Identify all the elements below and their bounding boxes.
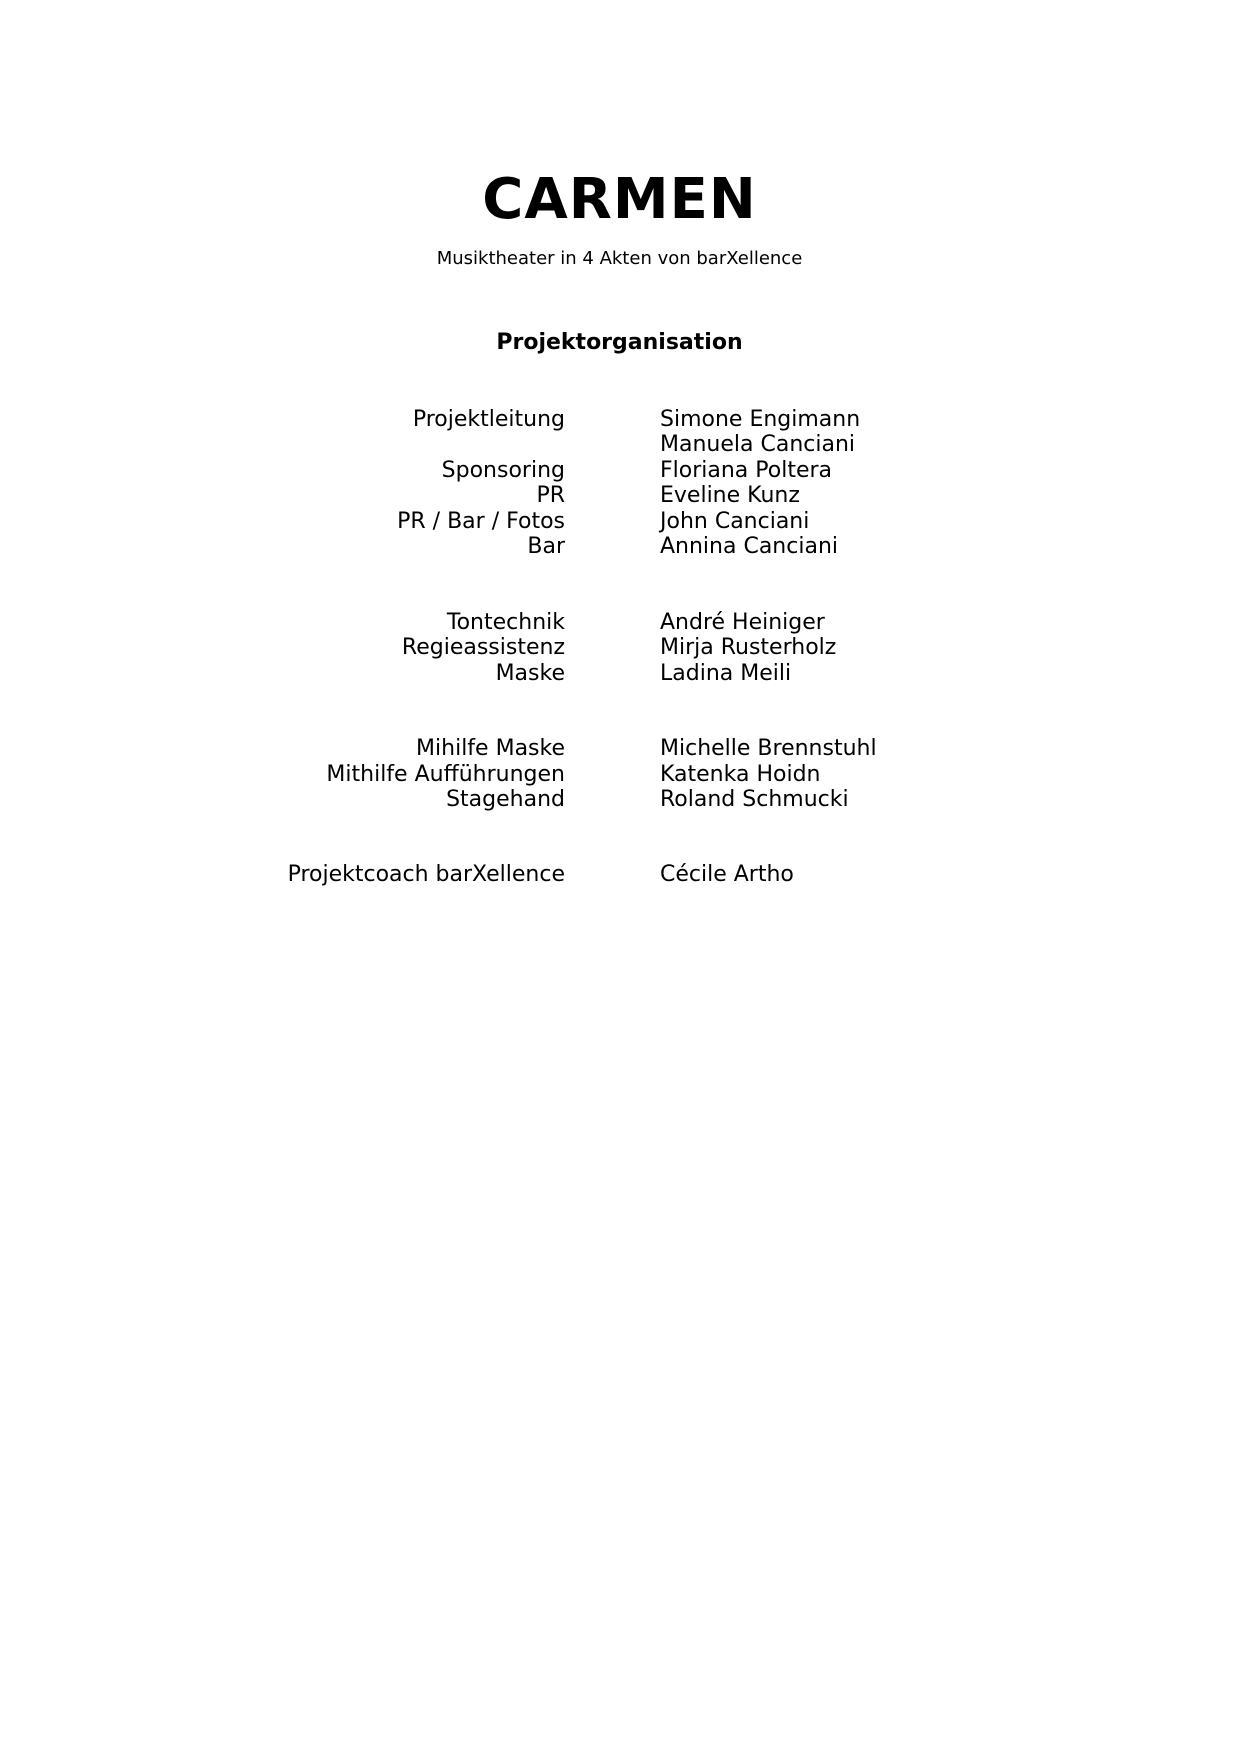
role-label: Maske — [495, 661, 565, 686]
person-name: Michelle Brennstuhl — [660, 736, 877, 761]
person-name: John Canciani — [660, 509, 810, 534]
role-label: Projektleitung — [412, 407, 565, 432]
roster-row — [0, 736, 1239, 762]
role-label: Projektcoach barXellence — [287, 862, 565, 887]
role-label: Bar — [527, 534, 565, 559]
person-name: Ladina Meili — [660, 661, 792, 686]
person-name: Eveline Kunz — [660, 483, 800, 508]
role-label: Sponsoring — [441, 458, 565, 483]
role-label: Stagehand — [446, 787, 565, 812]
role-label: Mithilfe Aufführungen — [326, 762, 565, 787]
document-subtitle: Musiktheater in 4 Akten von barXellence — [436, 248, 803, 269]
document-title: CARMEN — [482, 167, 757, 232]
section-heading: Projektorganisation — [496, 330, 743, 355]
person-name: Floriana Poltera — [660, 458, 833, 483]
person-name: Katenka Hoidn — [660, 762, 821, 787]
roster-row — [0, 432, 1239, 458]
roster-row — [0, 610, 1239, 636]
role-label: Mihilfe Maske — [416, 736, 565, 761]
person-name: Manuela Canciani — [660, 432, 856, 457]
person-name: Simone Engimann — [660, 407, 861, 432]
roster-row — [0, 635, 1239, 661]
person-name: Cécile Artho — [660, 862, 794, 887]
roster-row — [0, 407, 1239, 433]
roster-row — [0, 534, 1239, 560]
role-label: PR / Bar / Fotos — [397, 509, 565, 534]
roster-row — [0, 483, 1239, 509]
roster-row — [0, 661, 1239, 687]
role-label: Regieassistenz — [401, 635, 565, 660]
roster-row — [0, 762, 1239, 788]
role-label: Tontechnik — [446, 610, 565, 635]
role-label: PR — [536, 483, 565, 508]
person-name: André Heiniger — [660, 610, 825, 635]
person-name: Annina Canciani — [660, 534, 838, 559]
roster-row — [0, 509, 1239, 535]
roster-row — [0, 458, 1239, 484]
roster-row — [0, 862, 1239, 888]
person-name: Mirja Rusterholz — [660, 635, 837, 660]
roster-row — [0, 787, 1239, 813]
person-name: Roland Schmucki — [660, 787, 849, 812]
